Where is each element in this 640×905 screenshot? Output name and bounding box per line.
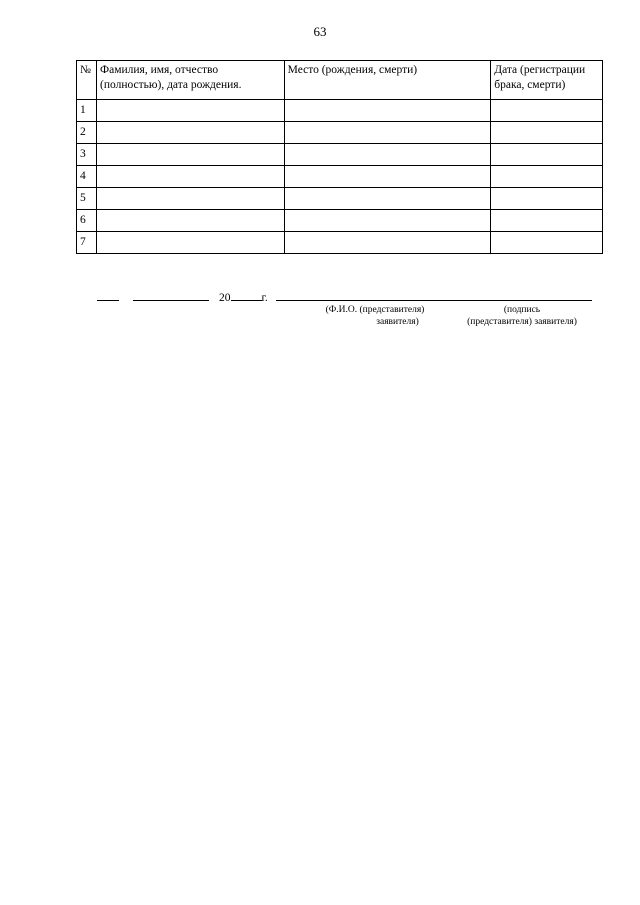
place-cell[interactable] bbox=[284, 232, 491, 254]
signature-caption bbox=[452, 304, 592, 328]
header-place: Место (рождения, смерти) bbox=[284, 61, 491, 100]
place-cell[interactable] bbox=[284, 188, 491, 210]
place-cell[interactable] bbox=[284, 144, 491, 166]
month-blank[interactable] bbox=[133, 290, 209, 301]
name-cell[interactable] bbox=[97, 188, 285, 210]
row-number: 4 bbox=[77, 166, 97, 188]
date-cell[interactable] bbox=[491, 210, 603, 232]
date-cell[interactable] bbox=[491, 188, 603, 210]
place-cell[interactable] bbox=[284, 100, 491, 122]
page-number: 63 bbox=[313, 24, 327, 39]
row-number: 1 bbox=[77, 100, 97, 122]
header-number: № bbox=[77, 61, 97, 100]
table-row bbox=[77, 144, 603, 166]
fio-caption-line2: заявителя) bbox=[376, 317, 419, 327]
fio-caption-line1: (Ф.И.О. (представителя) bbox=[325, 305, 425, 315]
place-cell[interactable] bbox=[284, 122, 491, 144]
name-cell[interactable] bbox=[97, 144, 285, 166]
row-number: 5 bbox=[77, 188, 97, 210]
row-number: 7 bbox=[77, 232, 97, 254]
year-prefix: 20 bbox=[219, 292, 231, 304]
place-cell[interactable] bbox=[284, 210, 491, 232]
signature-caption-line2: (представителя) заявителя) bbox=[467, 317, 577, 327]
signature-blank[interactable] bbox=[276, 290, 592, 301]
date-cell[interactable] bbox=[491, 144, 603, 166]
date-cell[interactable] bbox=[491, 232, 603, 254]
fio-caption bbox=[300, 304, 450, 328]
place-cell[interactable] bbox=[284, 166, 491, 188]
signature-line bbox=[97, 290, 592, 304]
year-suffix: г. bbox=[261, 292, 268, 304]
row-number: 3 bbox=[77, 144, 97, 166]
name-cell[interactable] bbox=[97, 210, 285, 232]
name-cell[interactable] bbox=[97, 166, 285, 188]
date-cell[interactable] bbox=[491, 166, 603, 188]
day-blank[interactable] bbox=[97, 290, 119, 301]
table-row bbox=[77, 100, 603, 122]
header-full-name: Фамилия, имя, отчество (полностью), дата рождения. bbox=[97, 61, 285, 100]
table-row bbox=[77, 188, 603, 210]
signature-caption-line1: (подпись bbox=[503, 305, 541, 315]
date-cell[interactable] bbox=[491, 100, 603, 122]
records-table bbox=[76, 60, 603, 254]
table-row bbox=[77, 122, 603, 144]
table-row bbox=[77, 210, 603, 232]
header-date: Дата (регистрации брака, смерти) bbox=[491, 61, 603, 100]
name-cell[interactable] bbox=[97, 100, 285, 122]
table-row bbox=[77, 166, 603, 188]
table-header-row bbox=[77, 61, 603, 100]
row-number: 6 bbox=[77, 210, 97, 232]
table-row bbox=[77, 232, 603, 254]
date-cell[interactable] bbox=[491, 122, 603, 144]
row-number: 2 bbox=[77, 122, 97, 144]
name-cell[interactable] bbox=[97, 232, 285, 254]
year-blank[interactable] bbox=[231, 290, 262, 301]
name-cell[interactable] bbox=[97, 122, 285, 144]
